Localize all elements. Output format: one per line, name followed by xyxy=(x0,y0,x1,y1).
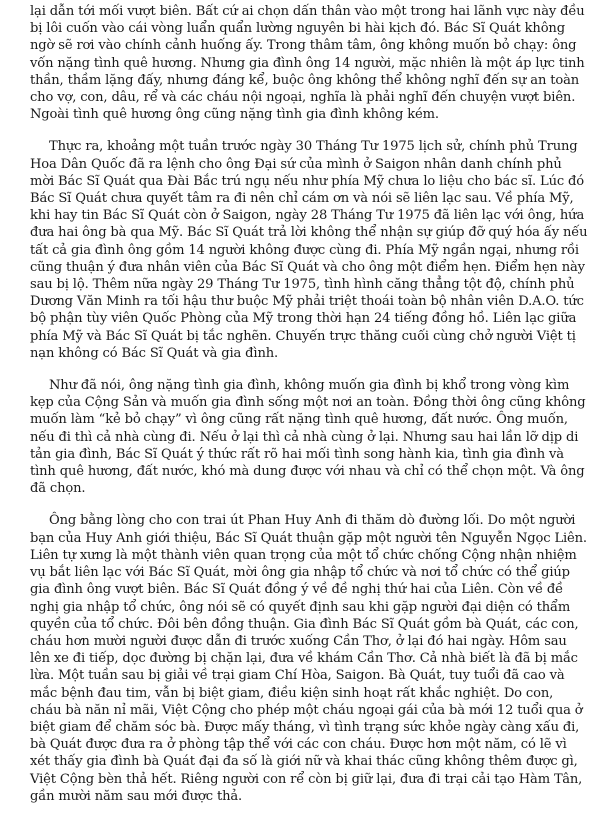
paragraph-family-choice: Như đã nói, ông nặng tình gia đình, không muốn gia đình bị khổ trong vòng kìm kẹp của Cộng Sản và muốn gia đình sống một nơi an toàn. Đồng thời ông cũng không muốn làm “kẻ bỏ chạy” vì ông cũng rất nặng tình quê hương, đất nước. Ông muốn, nếu đi thì cả nhà cùng đi. Nếu ở lại thì cả nhà cùng ở lại. Nhưng sau hai lần lỡ dịp di tản gia đình, Bác Sĩ Quát ý thức rất rõ hai mối tình song hành kia, tình gia đình và tình quê hương, đất nước, khó mà dung được với nhau và chỉ có thể chọn một. Và ông đã chọn. xyxy=(30,378,586,497)
paragraph-continued: lại dẫn tới mối vượt biên. Bất cứ ai chọn dấn thân vào một trong hai lãnh vực này đều bị lôi cuốn vào cái vòng luẩn quẩn lường nguyên bi hài kịch đó. Bác Sĩ Quát không ngờ sẽ rơi vào chính cảnh huống ấy. Trong thâm tâm, ông không muốn bỏ chạy: ông vốn nặng tình quê hương. Nhưng gia đình ông 14 người, mặc nhiên là một áp lực tinh thần, thầm lặng đấy, nhưng đáng kể, buộc ông không thể không nghĩ đến sự an toàn cho vợ, con, dâu, rể và các cháu nội ngoại, nghĩa là phải nghĩ đến chuyện vượt biên. Ngoài tình quê hương ông cũng nặng tình gia đình không kém. xyxy=(30,4,585,123)
paragraph-taiwan-offer: Thực ra, khoảng một tuần trước ngày 30 Tháng Tư 1975 lịch sử, chính phủ Trung Hoa Dân Quốc đã ra lệnh cho ông Đại sứ của mình ở Saigon nhân danh chính phủ mời Bác Sĩ Quát qua Đài Bắc trú ngụ nếu như phía Mỹ chưa lo liệu cho bác sĩ. Lúc đó Bác Sĩ Quát chưa quyết tâm ra đi nên chỉ cám ơn và nói sẽ liên lạc sau. Về phía Mỹ, khi hay tin Bác Sĩ Quát còn ở Saigon, ngày 28 Tháng Tư 1975 đã liên lạc với ông, hứa đưa hai ông bà qua Mỹ. Bác Sĩ Quát trả lời không thể nhận sự giúp đỡ quý hóa ấy nếu tất cả gia đình ông gồm 14 người không được cùng đi. Phía Mỹ ngần ngại, nhưng rồi cũng thuận ý đưa nhân viên của Bác Sĩ Quát và cho ông một điểm hẹn. Điểm hẹn này sau bị lộ. Thêm nữa ngày 29 Tháng Tư 1975, tình hình căng thẳng tột độ, chính phủ Dương Văn Minh ra tối hậu thư buộc Mỹ phải triệt thoái toàn bộ nhân viên D.A.O. tức bộ phận tùy viên Quốc Phòng của Mỹ trong thời hạn 24 tiếng đồng hồ. Liên lạc giữa phía Mỹ và Bác Sĩ Quát bị tắc nghẽn. Chuyến trực thăng cuối cùng chở người Việt tị nạn không có Bác Sĩ Quát và gia đình. xyxy=(30,139,588,361)
paragraph-escape-attempt: Ông bằng lòng cho con trai út Phan Huy Anh đi thăm dò đường lối. Do một người bạn của Huy Anh giới thiệu, Bác Sĩ Quát thuận gặp một người tên Nguyễn Ngọc Liên. Liên tự xưng là một thành viên quan trọng của một tổ chức chống Cộng nhận nhiệm vụ bắt liên lạc với Bác Sĩ Quát, mời ông gia nhập tổ chức và nơi tổ chức có thể giúp gia đình ông vượt biên. Bác Sĩ Quát đồng ý về đề nghị thứ hai của Liên. Còn về đề nghị gia nhập tổ chức, ông nói sẽ có quyết định sau khi gặp người đại diện có thẩm quyền của tổ chức. Đôi bên đồng thuận. Gia đình Bác Sĩ Quát gồm bà Quát, các con, cháu hơn mười người được dẫn đi trước xuống Cần Thơ, ở lại đó hai ngày. Hôm sau lên xe đi tiếp, dọc đường bị chặn lại, đưa về khám Cần Thơ. Cả nhà biết là đã bị mắc lừa. Một tuần sau bị giải về trại giam Chí Hòa, Saigon. Bà Quát, tuy tuổi đã cao và mắc bệnh đau tim, vẫn bị biệt giam, điều kiện sinh hoạt rất khắc nghiệt. Do con, cháu bà năn nỉ mãi, Việt Cộng cho phép một cháu ngoại gái của bà mới 12 tuổi qua ở biệt giam để chăm sóc bà. Được mấy tháng, vì tình trạng sức khỏe ngày càng xấu đi, bà Quát được đưa ra ở phòng tập thể với các con cháu. Được hơn một năm, có lẽ vì xét thấy gia đình bà Quát đại đa số là giới nữ và khai thác cũng không thêm được gì, Việt Cộng bèn thả hết. Riêng người con rể còn bị giữ lại, đưa đi trại cải tạo Hàm Tân, gần mười năm sau mới được thả. xyxy=(30,513,587,804)
document-page xyxy=(30,3,588,820)
